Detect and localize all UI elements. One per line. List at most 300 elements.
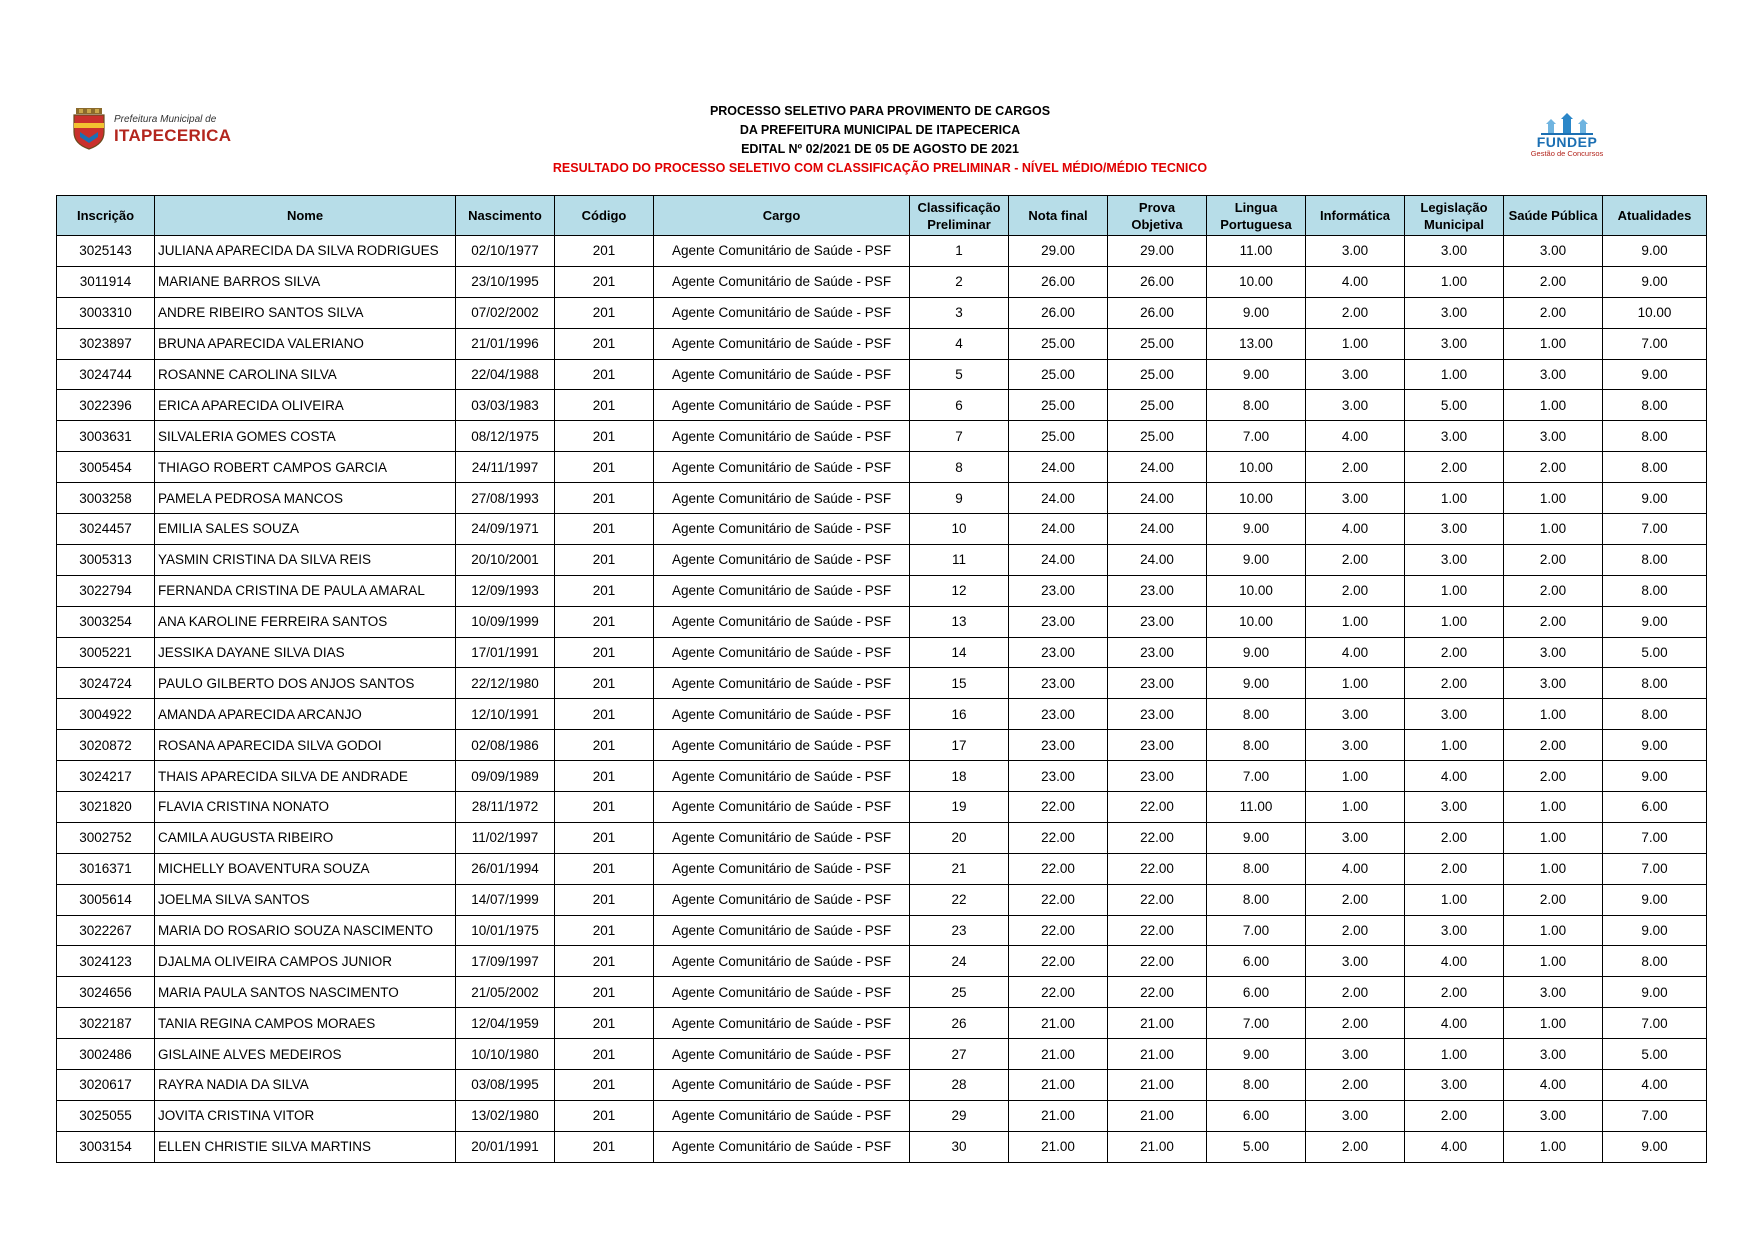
cell-saude-publica: 1.00: [1504, 853, 1603, 884]
cell-cargo: Agente Comunitário de Saúde - PSF: [654, 544, 910, 575]
cell-nota-final: 25.00: [1009, 421, 1108, 452]
cell-prova-objetiva: 22.00: [1108, 884, 1207, 915]
table-row: [57, 915, 1707, 946]
cell-inscricao: 3025055: [57, 1100, 155, 1131]
cell-cargo: Agente Comunitário de Saúde - PSF: [654, 884, 910, 915]
cell-atualidades: 7.00: [1603, 1008, 1707, 1039]
cell-lingua-portuguesa: 9.00: [1207, 668, 1306, 699]
cell-nascimento: 09/09/1989: [456, 761, 555, 792]
cell-atualidades: 9.00: [1603, 266, 1707, 297]
cell-nascimento: 12/04/1959: [456, 1008, 555, 1039]
cell-saude-publica: 3.00: [1504, 1039, 1603, 1070]
cell-classificacao: 15: [910, 668, 1009, 699]
cell-lingua-portuguesa: 10.00: [1207, 575, 1306, 606]
cell-classificacao: 11: [910, 544, 1009, 575]
table-row: [57, 637, 1707, 668]
table-row: [57, 946, 1707, 977]
cell-atualidades: 9.00: [1603, 977, 1707, 1008]
cell-codigo: 201: [555, 297, 654, 328]
table-row: [57, 1100, 1707, 1131]
table-row: [57, 761, 1707, 792]
cell-cargo: Agente Comunitário de Saúde - PSF: [654, 483, 910, 514]
cell-nota-final: 22.00: [1009, 915, 1108, 946]
cell-inscricao: 3002752: [57, 822, 155, 853]
cell-nota-final: 21.00: [1009, 1039, 1108, 1070]
cell-saude-publica: 1.00: [1504, 328, 1603, 359]
cell-classificacao: 12: [910, 575, 1009, 606]
cell-informatica: 2.00: [1306, 1070, 1405, 1101]
col-informatica: Informática: [1306, 196, 1405, 236]
cell-informatica: 3.00: [1306, 359, 1405, 390]
cell-cargo: Agente Comunitário de Saúde - PSF: [654, 761, 910, 792]
logo-subtitle: Prefeitura Municipal de: [114, 114, 217, 125]
cell-lingua-portuguesa: 11.00: [1207, 236, 1306, 267]
cell-informatica: 2.00: [1306, 1131, 1405, 1162]
cell-prova-objetiva: 21.00: [1108, 1008, 1207, 1039]
cell-nascimento: 28/11/1972: [456, 792, 555, 823]
cell-legislacao-municipal: 3.00: [1405, 544, 1504, 575]
cell-saude-publica: 2.00: [1504, 452, 1603, 483]
cell-inscricao: 3024123: [57, 946, 155, 977]
cell-atualidades: 8.00: [1603, 452, 1707, 483]
cell-informatica: 1.00: [1306, 761, 1405, 792]
cell-cargo: Agente Comunitário de Saúde - PSF: [654, 977, 910, 1008]
cell-inscricao: 3016371: [57, 853, 155, 884]
cell-codigo: 201: [555, 761, 654, 792]
cell-nome: TANIA REGINA CAMPOS MORAES: [155, 1008, 456, 1039]
cell-lingua-portuguesa: 9.00: [1207, 297, 1306, 328]
cell-informatica: 1.00: [1306, 668, 1405, 699]
cell-atualidades: 7.00: [1603, 853, 1707, 884]
table-row: [57, 1008, 1707, 1039]
cell-inscricao: 3002486: [57, 1039, 155, 1070]
cell-inscricao: 3003154: [57, 1131, 155, 1162]
cell-inscricao: 3022794: [57, 575, 155, 606]
cell-classificacao: 24: [910, 946, 1009, 977]
cell-inscricao: 3024217: [57, 761, 155, 792]
cell-cargo: Agente Comunitário de Saúde - PSF: [654, 421, 910, 452]
table-row: [57, 266, 1707, 297]
cell-legislacao-municipal: 3.00: [1405, 328, 1504, 359]
cell-codigo: 201: [555, 946, 654, 977]
cell-classificacao: 27: [910, 1039, 1009, 1070]
col-saude-publica: Saúde Pública: [1504, 196, 1603, 236]
cell-atualidades: 9.00: [1603, 236, 1707, 267]
cell-inscricao: 3024656: [57, 977, 155, 1008]
cell-saude-publica: 1.00: [1504, 514, 1603, 545]
cell-lingua-portuguesa: 9.00: [1207, 359, 1306, 390]
cell-nascimento: 10/01/1975: [456, 915, 555, 946]
cell-nascimento: 12/10/1991: [456, 699, 555, 730]
cell-inscricao: 3025143: [57, 236, 155, 267]
cell-codigo: 201: [555, 730, 654, 761]
cell-nascimento: 12/09/1993: [456, 575, 555, 606]
cell-atualidades: 4.00: [1603, 1070, 1707, 1101]
cell-prova-objetiva: 29.00: [1108, 236, 1207, 267]
cell-classificacao: 22: [910, 884, 1009, 915]
cell-saude-publica: 1.00: [1504, 946, 1603, 977]
cell-nascimento: 13/02/1980: [456, 1100, 555, 1131]
cell-cargo: Agente Comunitário de Saúde - PSF: [654, 1100, 910, 1131]
cell-informatica: 2.00: [1306, 915, 1405, 946]
cell-saude-publica: 4.00: [1504, 1070, 1603, 1101]
cell-inscricao: 3005313: [57, 544, 155, 575]
cell-legislacao-municipal: 1.00: [1405, 1039, 1504, 1070]
cell-prova-objetiva: 23.00: [1108, 668, 1207, 699]
table-row: [57, 606, 1707, 637]
cell-codigo: 201: [555, 792, 654, 823]
cell-nome: THAIS APARECIDA SILVA DE ANDRADE: [155, 761, 456, 792]
cell-lingua-portuguesa: 6.00: [1207, 946, 1306, 977]
cell-informatica: 3.00: [1306, 483, 1405, 514]
cell-cargo: Agente Comunitário de Saúde - PSF: [654, 792, 910, 823]
cell-saude-publica: 2.00: [1504, 544, 1603, 575]
cell-codigo: 201: [555, 544, 654, 575]
cell-classificacao: 1: [910, 236, 1009, 267]
table-row: [57, 884, 1707, 915]
cell-legislacao-municipal: 2.00: [1405, 668, 1504, 699]
cell-classificacao: 21: [910, 853, 1009, 884]
cell-nota-final: 24.00: [1009, 544, 1108, 575]
cell-classificacao: 17: [910, 730, 1009, 761]
cell-nome: RAYRA NADIA DA SILVA: [155, 1070, 456, 1101]
cell-classificacao: 14: [910, 637, 1009, 668]
cell-legislacao-municipal: 1.00: [1405, 575, 1504, 606]
cell-prova-objetiva: 22.00: [1108, 853, 1207, 884]
cell-classificacao: 3: [910, 297, 1009, 328]
cell-informatica: 3.00: [1306, 1039, 1405, 1070]
cell-prova-objetiva: 23.00: [1108, 761, 1207, 792]
cell-inscricao: 3024457: [57, 514, 155, 545]
cell-nascimento: 24/11/1997: [456, 452, 555, 483]
cell-prova-objetiva: 25.00: [1108, 421, 1207, 452]
cell-saude-publica: 1.00: [1504, 1008, 1603, 1039]
table-row: [57, 328, 1707, 359]
cell-informatica: 3.00: [1306, 1100, 1405, 1131]
cell-atualidades: 8.00: [1603, 946, 1707, 977]
table-row: [57, 359, 1707, 390]
cell-cargo: Agente Comunitário de Saúde - PSF: [654, 236, 910, 267]
cell-inscricao: 3003258: [57, 483, 155, 514]
cell-nota-final: 25.00: [1009, 328, 1108, 359]
cell-classificacao: 8: [910, 452, 1009, 483]
cell-nascimento: 20/01/1991: [456, 1131, 555, 1162]
cell-lingua-portuguesa: 8.00: [1207, 884, 1306, 915]
cell-inscricao: 3011914: [57, 266, 155, 297]
cell-nascimento: 03/08/1995: [456, 1070, 555, 1101]
cell-saude-publica: 2.00: [1504, 297, 1603, 328]
cell-inscricao: 3020872: [57, 730, 155, 761]
cell-saude-publica: 2.00: [1504, 266, 1603, 297]
cell-cargo: Agente Comunitário de Saúde - PSF: [654, 946, 910, 977]
cell-classificacao: 25: [910, 977, 1009, 1008]
cell-cargo: Agente Comunitário de Saúde - PSF: [654, 514, 910, 545]
cell-legislacao-municipal: 1.00: [1405, 730, 1504, 761]
cell-prova-objetiva: 21.00: [1108, 1070, 1207, 1101]
cell-nascimento: 10/10/1980: [456, 1039, 555, 1070]
cell-codigo: 201: [555, 699, 654, 730]
fundep-brand: FUNDEP: [1536, 134, 1598, 150]
cell-inscricao: 3020617: [57, 1070, 155, 1101]
cell-classificacao: 4: [910, 328, 1009, 359]
cell-legislacao-municipal: 1.00: [1405, 606, 1504, 637]
table-row: [57, 977, 1707, 1008]
cell-nota-final: 24.00: [1009, 483, 1108, 514]
cell-nome: FLAVIA CRISTINA NONATO: [155, 792, 456, 823]
cell-informatica: 2.00: [1306, 977, 1405, 1008]
cell-lingua-portuguesa: 6.00: [1207, 977, 1306, 1008]
cell-legislacao-municipal: 3.00: [1405, 792, 1504, 823]
cell-codigo: 201: [555, 421, 654, 452]
cell-inscricao: 3005454: [57, 452, 155, 483]
cell-nome: JULIANA APARECIDA DA SILVA RODRIGUES: [155, 236, 456, 267]
cell-atualidades: 9.00: [1603, 483, 1707, 514]
cell-prova-objetiva: 24.00: [1108, 452, 1207, 483]
cell-informatica: 2.00: [1306, 544, 1405, 575]
document-header: [380, 102, 1380, 178]
cell-atualidades: 8.00: [1603, 421, 1707, 452]
cell-cargo: Agente Comunitário de Saúde - PSF: [654, 297, 910, 328]
cell-classificacao: 28: [910, 1070, 1009, 1101]
cell-prova-objetiva: 24.00: [1108, 483, 1207, 514]
col-nota-final: Nota final: [1009, 196, 1108, 236]
cell-lingua-portuguesa: 9.00: [1207, 822, 1306, 853]
cell-inscricao: 3022396: [57, 390, 155, 421]
cell-lingua-portuguesa: 9.00: [1207, 544, 1306, 575]
cell-cargo: Agente Comunitário de Saúde - PSF: [654, 266, 910, 297]
cell-lingua-portuguesa: 7.00: [1207, 1008, 1306, 1039]
cell-informatica: 4.00: [1306, 514, 1405, 545]
cell-nome: EMILIA SALES SOUZA: [155, 514, 456, 545]
col-cargo: Cargo: [654, 196, 910, 236]
cell-classificacao: 16: [910, 699, 1009, 730]
cell-classificacao: 19: [910, 792, 1009, 823]
cell-codigo: 201: [555, 359, 654, 390]
col-codigo: Código: [555, 196, 654, 236]
table-row: [57, 483, 1707, 514]
cell-lingua-portuguesa: 10.00: [1207, 452, 1306, 483]
cell-cargo: Agente Comunitário de Saúde - PSF: [654, 668, 910, 699]
cell-saude-publica: 3.00: [1504, 977, 1603, 1008]
cell-nota-final: 22.00: [1009, 822, 1108, 853]
cell-saude-publica: 1.00: [1504, 915, 1603, 946]
cell-informatica: 1.00: [1306, 792, 1405, 823]
table-row: [57, 792, 1707, 823]
table-row: [57, 236, 1707, 267]
cell-codigo: 201: [555, 575, 654, 606]
cell-nascimento: 21/05/2002: [456, 977, 555, 1008]
cell-inscricao: 3022267: [57, 915, 155, 946]
cell-nome: MARIA DO ROSARIO SOUZA NASCIMENTO: [155, 915, 456, 946]
cell-nome: MICHELLY BOAVENTURA SOUZA: [155, 853, 456, 884]
cell-legislacao-municipal: 1.00: [1405, 359, 1504, 390]
cell-nota-final: 29.00: [1009, 236, 1108, 267]
cell-nota-final: 25.00: [1009, 359, 1108, 390]
cell-codigo: 201: [555, 390, 654, 421]
cell-prova-objetiva: 22.00: [1108, 822, 1207, 853]
cell-nascimento: 14/07/1999: [456, 884, 555, 915]
cell-legislacao-municipal: 2.00: [1405, 822, 1504, 853]
cell-codigo: 201: [555, 668, 654, 699]
cell-lingua-portuguesa: 13.00: [1207, 328, 1306, 359]
cell-codigo: 201: [555, 1100, 654, 1131]
fundep-mark-icon: [1537, 110, 1597, 136]
cell-cargo: Agente Comunitário de Saúde - PSF: [654, 575, 910, 606]
cell-saude-publica: 3.00: [1504, 421, 1603, 452]
cell-atualidades: 8.00: [1603, 575, 1707, 606]
cell-lingua-portuguesa: 10.00: [1207, 483, 1306, 514]
cell-nome: ELLEN CHRISTIE SILVA MARTINS: [155, 1131, 456, 1162]
col-nascimento: Nascimento: [456, 196, 555, 236]
cell-saude-publica: 2.00: [1504, 730, 1603, 761]
cell-atualidades: 8.00: [1603, 390, 1707, 421]
cell-lingua-portuguesa: 9.00: [1207, 637, 1306, 668]
cell-nota-final: 22.00: [1009, 853, 1108, 884]
table-row: [57, 452, 1707, 483]
cell-codigo: 201: [555, 853, 654, 884]
cell-codigo: 201: [555, 452, 654, 483]
cell-classificacao: 5: [910, 359, 1009, 390]
cell-classificacao: 7: [910, 421, 1009, 452]
cell-nota-final: 23.00: [1009, 761, 1108, 792]
cell-nota-final: 23.00: [1009, 668, 1108, 699]
cell-legislacao-municipal: 3.00: [1405, 1070, 1504, 1101]
cell-nome: MARIANE BARROS SILVA: [155, 266, 456, 297]
cell-legislacao-municipal: 5.00: [1405, 390, 1504, 421]
cell-prova-objetiva: 21.00: [1108, 1131, 1207, 1162]
cell-nome: DJALMA OLIVEIRA CAMPOS JUNIOR: [155, 946, 456, 977]
cell-prova-objetiva: 22.00: [1108, 946, 1207, 977]
cell-legislacao-municipal: 2.00: [1405, 452, 1504, 483]
cell-nome: CAMILA AUGUSTA RIBEIRO: [155, 822, 456, 853]
cell-saude-publica: 1.00: [1504, 1131, 1603, 1162]
table-row: [57, 853, 1707, 884]
cell-legislacao-municipal: 3.00: [1405, 915, 1504, 946]
cell-nota-final: 25.00: [1009, 390, 1108, 421]
header-line-1: PROCESSO SELETIVO PARA PROVIMENTO DE CARGOS: [709, 104, 1051, 118]
cell-legislacao-municipal: 4.00: [1405, 946, 1504, 977]
cell-lingua-portuguesa: 8.00: [1207, 390, 1306, 421]
results-table: [56, 195, 1707, 1163]
table-row: [57, 822, 1707, 853]
cell-classificacao: 23: [910, 915, 1009, 946]
cell-lingua-portuguesa: 7.00: [1207, 421, 1306, 452]
cell-atualidades: 10.00: [1603, 297, 1707, 328]
table-row: [57, 1039, 1707, 1070]
cell-nota-final: 22.00: [1009, 977, 1108, 1008]
cell-nascimento: 22/12/1980: [456, 668, 555, 699]
cell-nome: JESSIKA DAYANE SILVA DIAS: [155, 637, 456, 668]
cell-informatica: 3.00: [1306, 699, 1405, 730]
cell-prova-objetiva: 24.00: [1108, 514, 1207, 545]
cell-legislacao-municipal: 4.00: [1405, 1008, 1504, 1039]
cell-codigo: 201: [555, 915, 654, 946]
cell-nascimento: 20/10/2001: [456, 544, 555, 575]
cell-nota-final: 21.00: [1009, 1131, 1108, 1162]
cell-nascimento: 03/03/1983: [456, 390, 555, 421]
cell-nota-final: 26.00: [1009, 266, 1108, 297]
cell-codigo: 201: [555, 1131, 654, 1162]
cell-nome: FERNANDA CRISTINA DE PAULA AMARAL: [155, 575, 456, 606]
cell-nota-final: 21.00: [1009, 1008, 1108, 1039]
crest-icon: [70, 108, 108, 150]
cell-atualidades: 7.00: [1603, 514, 1707, 545]
cell-classificacao: 2: [910, 266, 1009, 297]
cell-nota-final: 22.00: [1009, 884, 1108, 915]
cell-cargo: Agente Comunitário de Saúde - PSF: [654, 699, 910, 730]
cell-saude-publica: 1.00: [1504, 792, 1603, 823]
table-header-row: [57, 196, 1707, 236]
table-row: [57, 699, 1707, 730]
cell-cargo: Agente Comunitário de Saúde - PSF: [654, 915, 910, 946]
cell-lingua-portuguesa: 9.00: [1207, 1039, 1306, 1070]
cell-informatica: 4.00: [1306, 637, 1405, 668]
cell-saude-publica: 2.00: [1504, 606, 1603, 637]
cell-classificacao: 10: [910, 514, 1009, 545]
cell-classificacao: 26: [910, 1008, 1009, 1039]
cell-nascimento: 11/02/1997: [456, 822, 555, 853]
cell-prova-objetiva: 25.00: [1108, 328, 1207, 359]
cell-saude-publica: 2.00: [1504, 884, 1603, 915]
cell-nascimento: 08/12/1975: [456, 421, 555, 452]
cell-lingua-portuguesa: 5.00: [1207, 1131, 1306, 1162]
cell-saude-publica: 3.00: [1504, 236, 1603, 267]
cell-informatica: 3.00: [1306, 822, 1405, 853]
cell-nome: JOVITA CRISTINA VITOR: [155, 1100, 456, 1131]
cell-nota-final: 21.00: [1009, 1070, 1108, 1101]
cell-nascimento: 10/09/1999: [456, 606, 555, 637]
cell-prova-objetiva: 21.00: [1108, 1039, 1207, 1070]
cell-legislacao-municipal: 3.00: [1405, 699, 1504, 730]
cell-nota-final: 23.00: [1009, 730, 1108, 761]
table-row: [57, 421, 1707, 452]
cell-cargo: Agente Comunitário de Saúde - PSF: [654, 1070, 910, 1101]
cell-saude-publica: 2.00: [1504, 575, 1603, 606]
cell-lingua-portuguesa: 10.00: [1207, 606, 1306, 637]
cell-prova-objetiva: 26.00: [1108, 266, 1207, 297]
col-lingua-portuguesa: Lingua Portuguesa: [1207, 196, 1306, 236]
cell-nascimento: 27/08/1993: [456, 483, 555, 514]
cell-nascimento: 02/08/1986: [456, 730, 555, 761]
cell-nome: MARIA PAULA SANTOS NASCIMENTO: [155, 977, 456, 1008]
col-atualidades: Atualidades: [1603, 196, 1707, 236]
cell-lingua-portuguesa: 8.00: [1207, 853, 1306, 884]
cell-legislacao-municipal: 1.00: [1405, 884, 1504, 915]
cell-nota-final: 23.00: [1009, 637, 1108, 668]
cell-atualidades: 7.00: [1603, 1100, 1707, 1131]
cell-codigo: 201: [555, 1039, 654, 1070]
cell-legislacao-municipal: 3.00: [1405, 236, 1504, 267]
cell-nota-final: 23.00: [1009, 575, 1108, 606]
cell-prova-objetiva: 24.00: [1108, 544, 1207, 575]
header-line-3: EDITAL Nº 02/2021 DE 05 DE AGOSTO DE 2021: [741, 142, 1019, 156]
cell-prova-objetiva: 22.00: [1108, 915, 1207, 946]
cell-prova-objetiva: 23.00: [1108, 637, 1207, 668]
cell-informatica: 3.00: [1306, 236, 1405, 267]
cell-cargo: Agente Comunitário de Saúde - PSF: [654, 452, 910, 483]
cell-lingua-portuguesa: 7.00: [1207, 761, 1306, 792]
cell-nome: THIAGO ROBERT CAMPOS GARCIA: [155, 452, 456, 483]
cell-informatica: 4.00: [1306, 421, 1405, 452]
cell-lingua-portuguesa: 11.00: [1207, 792, 1306, 823]
table-row: [57, 575, 1707, 606]
cell-inscricao: 3023897: [57, 328, 155, 359]
cell-prova-objetiva: 23.00: [1108, 575, 1207, 606]
cell-nota-final: 22.00: [1009, 792, 1108, 823]
cell-informatica: 3.00: [1306, 390, 1405, 421]
cell-codigo: 201: [555, 483, 654, 514]
cell-legislacao-municipal: 1.00: [1405, 266, 1504, 297]
